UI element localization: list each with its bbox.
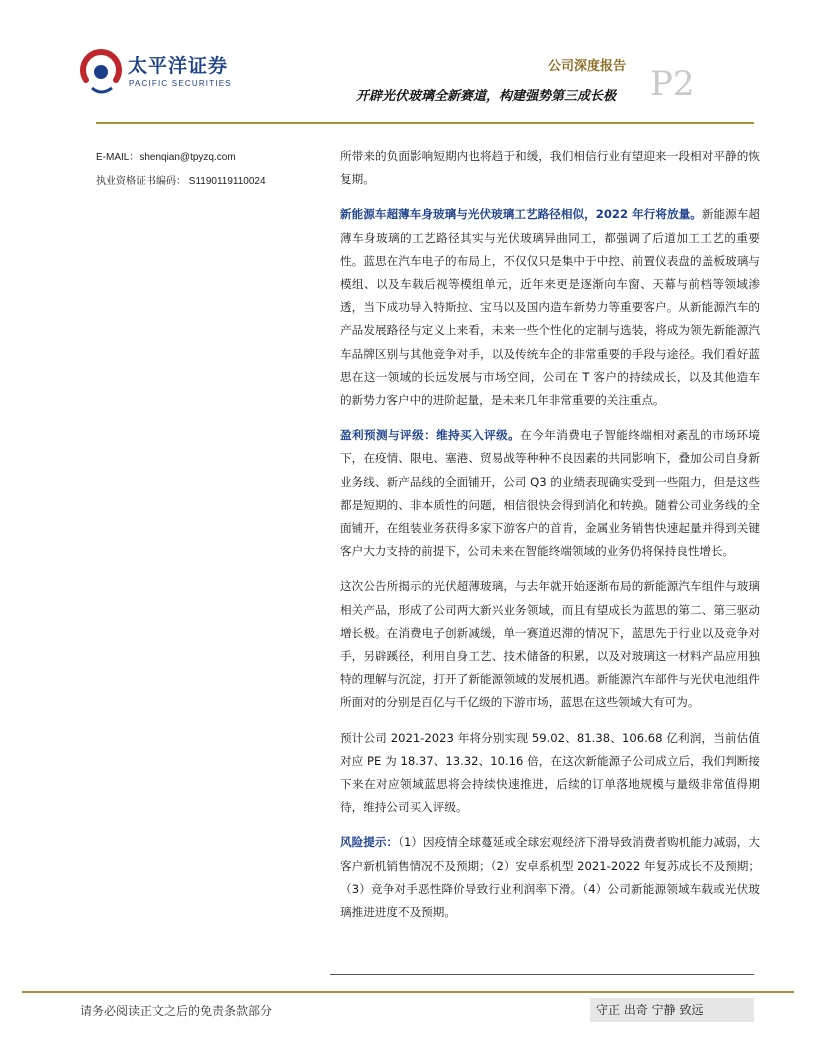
paragraph-1: 所带来的负面影响短期内也将趋于和缓，我们相信行业有望迎来一段相对平静的恢复期。	[340, 149, 760, 187]
risk-heading: 风险提示：	[340, 835, 399, 850]
page-number: P2	[650, 64, 695, 104]
header-divider	[96, 122, 754, 124]
logo-chinese-name: 太平洋证券	[128, 55, 229, 77]
report-headline: 开辟光伏玻璃全新赛道，构建强势第三成长极	[356, 89, 617, 104]
analyst-info	[96, 146, 326, 194]
paragraph-4: 这次公告所揭示的光伏超薄玻璃，与去年就开始逐渐布局的新能源汽车组件与玻璃相关产品，形成了公司两大新兴业务领域，而且有望成长为蓝思的第二、第三驱动增长极。在消费电子创新减缓，单一赛道迟滞的情况下，蓝思先于行业以及竞争对手，另辟蹊径，利用自身工艺、技术储备的积累，以及对玻璃这一材料产品应用独特的理解与沉淀，打开了新能源领域的发展机遇。新能源汽车部件与光伏电池组件所面对的分别是百亿与千亿级的下游市场，蓝思在这些领域大有可为。	[340, 579, 760, 710]
analyst-license: 执业资格证书编码： S1190119110024	[96, 176, 266, 187]
paragraph-2-text: 新能源车超薄车身玻璃的工艺路径其实与光伏玻璃异曲同工，都强调了后道加工工艺的重要性。蓝思在汽车电子的布局上，不仅仅只是集中于中控、前置仪表盘的盖板玻璃与模组、以及车载后视等模组单元，近年来更是逐渐向车窗、天幕与前档等领域渗透，当下成功导入特斯拉、宝马以及国内造车新势力等重要客户。从新能源汽车的产品发展路径与定义上来看，未来一些个性化的定制与选装，将成为领先新能源汽车品牌区别与其他竞争对手，以及传统车企的非常重要的手段与途径。我们看好蓝思在这一领域的长远发展与市场空间，公司在 T 客户的持续成长，以及其他造车的新势力客户中的进阶起量，是未来几年非常重要的关注重点。	[340, 207, 760, 408]
risk-text: （1）因疫情全球蔓延或全球宏观经济下滑导致消费者购机能力减弱，大客户新机销售情况不及预期；（2）安卓系机型 2021-2022 年复苏成长不及预期；（3）竞争对手恶性降价导致行业利润率下滑。（4）公司新能源领域车载或光伏玻璃推进进度不及预期。	[340, 835, 760, 920]
paragraph-3	[340, 424, 760, 563]
pacific-securities-logo-icon	[78, 44, 124, 96]
paragraph-2	[340, 203, 760, 412]
content-end-divider	[330, 974, 754, 975]
footer-slogan: 守正 出奇 宁静 致远	[590, 998, 754, 1022]
analyst-email: E-MAIL：shenqian@tpyzq.com	[96, 152, 236, 163]
company-logo	[78, 44, 238, 100]
rating-heading: 盈利预测与评级：维持买入评级。	[340, 428, 521, 443]
report-type-label: 公司深度报告	[548, 59, 627, 74]
paragraph-5: 预计公司 2021-2023 年将分别实现 59.02、81.38、106.68 亿利润，当前估值对应 PE 为 18.37、13.32、10.16 倍，在这次新能源子公司成立后，我们判断接下来在对应领域蓝思将会持续快速推进，后续的订单落地规模与量级非常值得期待，维持公司买入评级。	[340, 730, 760, 815]
report-body	[340, 145, 760, 936]
footer-divider	[22, 991, 794, 993]
rating-text: 在今年消费电子智能终端相对紊乱的市场环境下，在疫情、限电、塞港、贸易战等种种不良因素的共同影响下，叠加公司自身新业务线、新产品线的全面铺开，公司 Q3 的业绩表现确实受到一些阻力，但是这些都是短期的、非本质性的问题，相信很快会得到消化和转换。随着公司业务线的全面铺开，在组装业务获得多家下游客户的首肯，金属业务销售快速起量并得到关键客户大力支持的前提下，公司未来在智能终端领域的业务仍将保持良性增长。	[340, 428, 760, 559]
footer-disclaimer: 请务必阅读正文之后的免责条款部分	[80, 1004, 273, 1018]
paragraph-2-heading: 新能源车超薄车身玻璃与光伏玻璃工艺路径相似，2022 年行将放量。	[340, 207, 702, 222]
logo-english-name: PACIFIC SECURITIES	[129, 79, 232, 88]
paragraph-6	[340, 831, 760, 924]
